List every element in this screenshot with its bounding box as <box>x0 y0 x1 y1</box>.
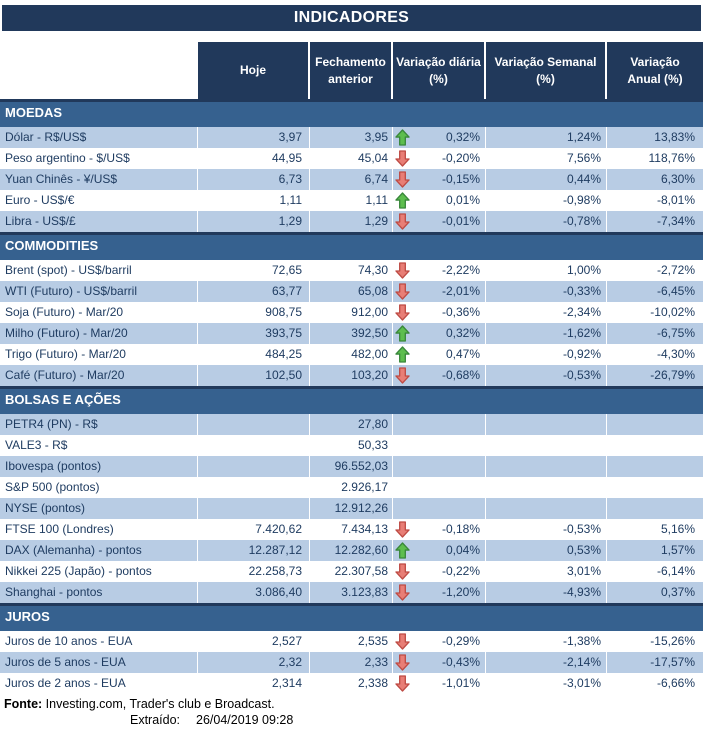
variacao-anual-value: -6,14% <box>656 564 695 578</box>
table-row <box>0 519 703 540</box>
variacao-anual-value: 5,16% <box>660 522 695 536</box>
col-header-line: Variação Semanal <box>494 55 597 70</box>
hoje-value <box>198 498 310 519</box>
hoje-value: 72,65 <box>198 260 310 281</box>
variacao-semanal-value: -4,93% <box>486 582 607 603</box>
down-arrow-icon <box>395 521 410 538</box>
variacao-semanal-value: -0,78% <box>486 211 607 232</box>
variacao-anual-value <box>607 498 703 519</box>
table-row <box>0 652 703 673</box>
variacao-anual-value: 0,37% <box>607 582 703 603</box>
fechamento-value: 45,04 <box>310 148 393 169</box>
trend-arrow-slot <box>395 129 411 146</box>
variacao-diaria-value: -2,22% <box>441 263 480 277</box>
variacao-semanal-value: -0,33% <box>486 281 607 302</box>
down-arrow-icon <box>395 675 410 692</box>
row-label: PETR4 (PN) - R$ <box>0 414 198 435</box>
down-arrow-icon <box>395 150 410 167</box>
extracted-line <box>130 713 703 728</box>
fechamento-value: 7.434,13 <box>310 519 393 540</box>
down-arrow-icon <box>395 171 410 188</box>
row-label: Shanghai - pontos <box>0 582 198 603</box>
hoje-value: 393,75 <box>198 323 310 344</box>
down-arrow-icon <box>395 563 410 580</box>
fechamento-value: 27,80 <box>310 414 393 435</box>
trend-arrow-slot <box>395 171 411 188</box>
fechamento-value: 12.282,60 <box>310 540 393 561</box>
fechamento-value: 2,33 <box>310 652 393 673</box>
fechamento-value: 2,338 <box>310 673 393 694</box>
hoje-value: 63,77 <box>198 281 310 302</box>
col-header-variacao-semanal <box>486 42 607 99</box>
down-arrow-icon <box>395 304 410 321</box>
trend-arrow-slot <box>395 633 411 650</box>
hoje-value: 1,11 <box>198 190 310 211</box>
variacao-anual-value: -2,72% <box>656 263 695 277</box>
variacao-diaria-value: -0,68% <box>441 368 480 382</box>
table-row <box>0 260 703 281</box>
variacao-diaria-cell <box>393 498 486 519</box>
col-header-line: (%) <box>536 71 555 86</box>
variacao-semanal-value <box>486 498 607 519</box>
trend-arrow-slot <box>395 542 411 559</box>
row-label: Dólar - R$/US$ <box>0 127 198 148</box>
variacao-semanal-value: -2,14% <box>486 652 607 673</box>
row-label: Yuan Chinês - ¥/US$ <box>0 169 198 190</box>
col-header-line: (%) <box>429 71 448 86</box>
variacao-diaria-value: -0,43% <box>441 655 480 669</box>
variacao-anual-value: -15,26% <box>650 634 695 648</box>
fechamento-value: 1,11 <box>310 190 393 211</box>
variacao-diaria-cell <box>393 477 486 498</box>
row-label: Juros de 2 anos - EUA <box>0 673 198 694</box>
trend-arrow-slot <box>395 367 411 384</box>
hoje-value: 44,95 <box>198 148 310 169</box>
variacao-semanal-value: -1,38% <box>486 631 607 652</box>
variacao-diaria-cell <box>393 323 486 344</box>
row-label: Juros de 5 anos - EUA <box>0 652 198 673</box>
col-header-line: Variação diária <box>396 55 481 70</box>
fechamento-value: 22.307,58 <box>310 561 393 582</box>
fechamento-value: 50,33 <box>310 435 393 456</box>
variacao-diaria-value: -0,15% <box>441 172 480 186</box>
variacao-diaria-cell <box>393 127 486 148</box>
fechamento-value: 12.912,26 <box>310 498 393 519</box>
trend-arrow-slot <box>395 521 411 538</box>
variacao-diaria-cell <box>393 652 486 673</box>
fechamento-value: 96.552,03 <box>310 456 393 477</box>
trend-arrow-slot <box>395 416 411 433</box>
variacao-diaria-value: -0,20% <box>441 151 480 165</box>
fechamento-value: 2,535 <box>310 631 393 652</box>
variacao-diaria-value: -0,18% <box>441 522 480 536</box>
table-row <box>0 456 703 477</box>
table-row <box>0 498 703 519</box>
down-arrow-icon <box>395 584 410 601</box>
variacao-diaria-value: -0,29% <box>441 634 480 648</box>
variacao-diaria-cell <box>393 435 486 456</box>
variacao-diaria-value: 0,01% <box>445 193 480 207</box>
variacao-anual-value: -6,75% <box>607 323 703 344</box>
hoje-value: 102,50 <box>198 365 310 386</box>
fonte-text: Investing.com, Trader's club e Broadcast. <box>45 697 275 711</box>
fechamento-value: 482,00 <box>310 344 393 365</box>
trend-arrow-slot <box>395 458 411 475</box>
col-header-variacao-anual <box>607 42 703 99</box>
variacao-semanal-value: -0,98% <box>486 190 607 211</box>
col-header-line: Fechamento <box>315 55 386 70</box>
source-footer <box>0 697 703 728</box>
variacao-semanal-value: 0,53% <box>486 540 607 561</box>
table-row <box>0 302 703 323</box>
variacao-diaria-cell <box>393 190 486 211</box>
variacao-diaria-cell <box>393 673 486 694</box>
trend-arrow-slot <box>395 346 411 363</box>
variacao-semanal-value: 3,01% <box>486 561 607 582</box>
section-header-moedas: MOEDAS <box>0 99 703 127</box>
variacao-anual-value: -10,02% <box>650 305 695 319</box>
table-row <box>0 281 703 302</box>
indicators-report <box>0 5 703 732</box>
fechamento-value: 3,95 <box>310 127 393 148</box>
variacao-anual-value <box>607 414 703 435</box>
hoje-value: 2,527 <box>198 631 310 652</box>
trend-arrow-slot <box>395 563 411 580</box>
col-header-line: Hoje <box>239 63 266 78</box>
row-label: DAX (Alemanha) - pontos <box>0 540 198 561</box>
row-label: Peso argentino - $/US$ <box>0 148 198 169</box>
row-label: NYSE (pontos) <box>0 498 198 519</box>
table-row <box>0 323 703 344</box>
table-row <box>0 344 703 365</box>
variacao-diaria-value: -2,01% <box>441 284 480 298</box>
variacao-diaria-cell <box>393 540 486 561</box>
trend-arrow-slot <box>395 262 411 279</box>
row-label: Trigo (Futuro) - Mar/20 <box>0 344 198 365</box>
hoje-value <box>198 477 310 498</box>
hoje-value: 1,29 <box>198 211 310 232</box>
variacao-diaria-cell <box>393 344 486 365</box>
variacao-diaria-value: 0,04% <box>445 543 480 557</box>
variacao-semanal-value: -3,01% <box>486 673 607 694</box>
col-header-variacao-diaria <box>393 42 486 99</box>
trend-arrow-slot <box>395 325 411 342</box>
variacao-semanal-value: -0,92% <box>486 344 607 365</box>
variacao-anual-value: -4,30% <box>656 347 695 361</box>
variacao-anual-value: -6,45% <box>607 281 703 302</box>
row-label: Juros de 10 anos - EUA <box>0 631 198 652</box>
col-header-line: anterior <box>328 71 373 86</box>
trend-arrow-slot <box>395 304 411 321</box>
down-arrow-icon <box>395 654 410 671</box>
variacao-diaria-cell <box>393 211 486 232</box>
variacao-anual-value: 6,30% <box>607 169 703 190</box>
down-arrow-icon <box>395 262 410 279</box>
hoje-value <box>198 456 310 477</box>
table-row <box>0 561 703 582</box>
table-row <box>0 365 703 386</box>
row-label: Milho (Futuro) - Mar/20 <box>0 323 198 344</box>
variacao-semanal-value: -0,53% <box>486 519 607 540</box>
trend-arrow-slot <box>395 479 411 496</box>
extraido-value: 26/04/2019 09:28 <box>196 713 294 727</box>
trend-arrow-slot <box>395 654 411 671</box>
fechamento-value: 1,29 <box>310 211 393 232</box>
header-spacer <box>0 42 198 99</box>
up-arrow-icon <box>395 129 410 146</box>
source-line <box>4 697 703 712</box>
hoje-value: 22.258,73 <box>198 561 310 582</box>
variacao-anual-value <box>607 477 703 498</box>
variacao-diaria-cell <box>393 169 486 190</box>
fonte-label: Fonte: <box>4 697 43 711</box>
fechamento-value: 74,30 <box>310 260 393 281</box>
variacao-semanal-value <box>486 414 607 435</box>
trend-arrow-slot <box>395 283 411 300</box>
section-header-bolsas-e-acoes: BOLSAS E AÇÕES <box>0 386 703 414</box>
row-label: S&P 500 (pontos) <box>0 477 198 498</box>
table-header <box>0 42 703 99</box>
variacao-semanal-value: 0,44% <box>486 169 607 190</box>
up-arrow-icon <box>395 542 410 559</box>
section-header-juros: JUROS <box>0 603 703 631</box>
variacao-diaria-cell <box>393 148 486 169</box>
row-label: Nikkei 225 (Japão) - pontos <box>0 561 198 582</box>
row-label: Euro - US$/€ <box>0 190 198 211</box>
variacao-diaria-cell <box>393 260 486 281</box>
variacao-semanal-value: 1,24% <box>486 127 607 148</box>
variacao-anual-value: -6,66% <box>656 676 695 690</box>
table-row <box>0 414 703 435</box>
variacao-anual-value <box>607 435 703 456</box>
hoje-value: 2,314 <box>198 673 310 694</box>
row-label: Libra - US$/£ <box>0 211 198 232</box>
variacao-diaria-cell <box>393 365 486 386</box>
variacao-diaria-cell <box>393 519 486 540</box>
hoje-value: 3,97 <box>198 127 310 148</box>
hoje-value: 6,73 <box>198 169 310 190</box>
fechamento-value: 6,74 <box>310 169 393 190</box>
trend-arrow-slot <box>395 192 411 209</box>
down-arrow-icon <box>395 283 410 300</box>
table-row <box>0 673 703 694</box>
variacao-diaria-cell <box>393 582 486 603</box>
fechamento-value: 3.123,83 <box>310 582 393 603</box>
up-arrow-icon <box>395 325 410 342</box>
variacao-semanal-value: -0,53% <box>486 365 607 386</box>
hoje-value: 2,32 <box>198 652 310 673</box>
table-row <box>0 631 703 652</box>
row-label: FTSE 100 (Londres) <box>0 519 198 540</box>
hoje-value: 3.086,40 <box>198 582 310 603</box>
variacao-anual-value: -17,57% <box>607 652 703 673</box>
table-row <box>0 540 703 561</box>
variacao-diaria-value: -0,22% <box>441 564 480 578</box>
row-label: Soja (Futuro) - Mar/20 <box>0 302 198 323</box>
variacao-diaria-cell <box>393 561 486 582</box>
variacao-diaria-cell <box>393 456 486 477</box>
table-row <box>0 127 703 148</box>
row-label: VALE3 - R$ <box>0 435 198 456</box>
variacao-diaria-value: 0,47% <box>445 347 480 361</box>
variacao-anual-value <box>607 456 703 477</box>
trend-arrow-slot <box>395 213 411 230</box>
variacao-semanal-value <box>486 435 607 456</box>
up-arrow-icon <box>395 192 410 209</box>
variacao-diaria-value: 0,32% <box>445 326 480 340</box>
variacao-anual-value: -26,79% <box>607 365 703 386</box>
hoje-value <box>198 414 310 435</box>
variacao-anual-value: 13,83% <box>607 127 703 148</box>
fechamento-value: 103,20 <box>310 365 393 386</box>
variacao-anual-value: 118,76% <box>648 151 695 165</box>
variacao-diaria-cell <box>393 631 486 652</box>
fechamento-value: 65,08 <box>310 281 393 302</box>
trend-arrow-slot <box>395 584 411 601</box>
hoje-value: 7.420,62 <box>198 519 310 540</box>
variacao-anual-value: -7,34% <box>607 211 703 232</box>
trend-arrow-slot <box>395 437 411 454</box>
hoje-value <box>198 435 310 456</box>
extraido-label: Extraído: <box>130 713 181 727</box>
fechamento-value: 912,00 <box>310 302 393 323</box>
down-arrow-icon <box>395 633 410 650</box>
col-header-fechamento-anterior <box>310 42 393 99</box>
trend-arrow-slot <box>395 150 411 167</box>
fechamento-value: 392,50 <box>310 323 393 344</box>
variacao-diaria-value: -0,36% <box>441 305 480 319</box>
col-header-line: Anual (%) <box>627 71 683 86</box>
table-row <box>0 211 703 232</box>
variacao-diaria-value: -0,01% <box>441 214 480 228</box>
variacao-diaria-cell <box>393 414 486 435</box>
table-row <box>0 435 703 456</box>
variacao-semanal-value <box>486 456 607 477</box>
down-arrow-icon <box>395 367 410 384</box>
row-label: Brent (spot) - US$/barril <box>0 260 198 281</box>
variacao-semanal-value: 7,56% <box>486 148 607 169</box>
trend-arrow-slot <box>395 500 411 517</box>
table-row <box>0 582 703 603</box>
table-row <box>0 169 703 190</box>
page-title: INDICADORES <box>2 5 701 31</box>
variacao-diaria-cell <box>393 302 486 323</box>
variacao-diaria-cell <box>393 281 486 302</box>
col-header-line: Variação <box>630 55 680 70</box>
table-row <box>0 477 703 498</box>
up-arrow-icon <box>395 346 410 363</box>
section-header-commodities: COMMODITIES <box>0 232 703 260</box>
down-arrow-icon <box>395 213 410 230</box>
fechamento-value: 2.926,17 <box>310 477 393 498</box>
table-row <box>0 190 703 211</box>
row-label: Ibovespa (pontos) <box>0 456 198 477</box>
variacao-anual-value: -8,01% <box>656 193 695 207</box>
hoje-value: 908,75 <box>198 302 310 323</box>
variacao-diaria-value: -1,20% <box>441 585 480 599</box>
variacao-semanal-value <box>486 477 607 498</box>
variacao-anual-value: 1,57% <box>607 540 703 561</box>
table-body <box>0 99 703 694</box>
table-row <box>0 148 703 169</box>
row-label: Café (Futuro) - Mar/20 <box>0 365 198 386</box>
variacao-semanal-value: -2,34% <box>486 302 607 323</box>
variacao-semanal-value: -1,62% <box>486 323 607 344</box>
variacao-diaria-value: 0,32% <box>445 130 480 144</box>
col-header-hoje <box>198 42 310 99</box>
row-label: WTI (Futuro) - US$/barril <box>0 281 198 302</box>
variacao-semanal-value: 1,00% <box>486 260 607 281</box>
trend-arrow-slot <box>395 675 411 692</box>
hoje-value: 484,25 <box>198 344 310 365</box>
hoje-value: 12.287,12 <box>198 540 310 561</box>
variacao-diaria-value: -1,01% <box>441 676 480 690</box>
